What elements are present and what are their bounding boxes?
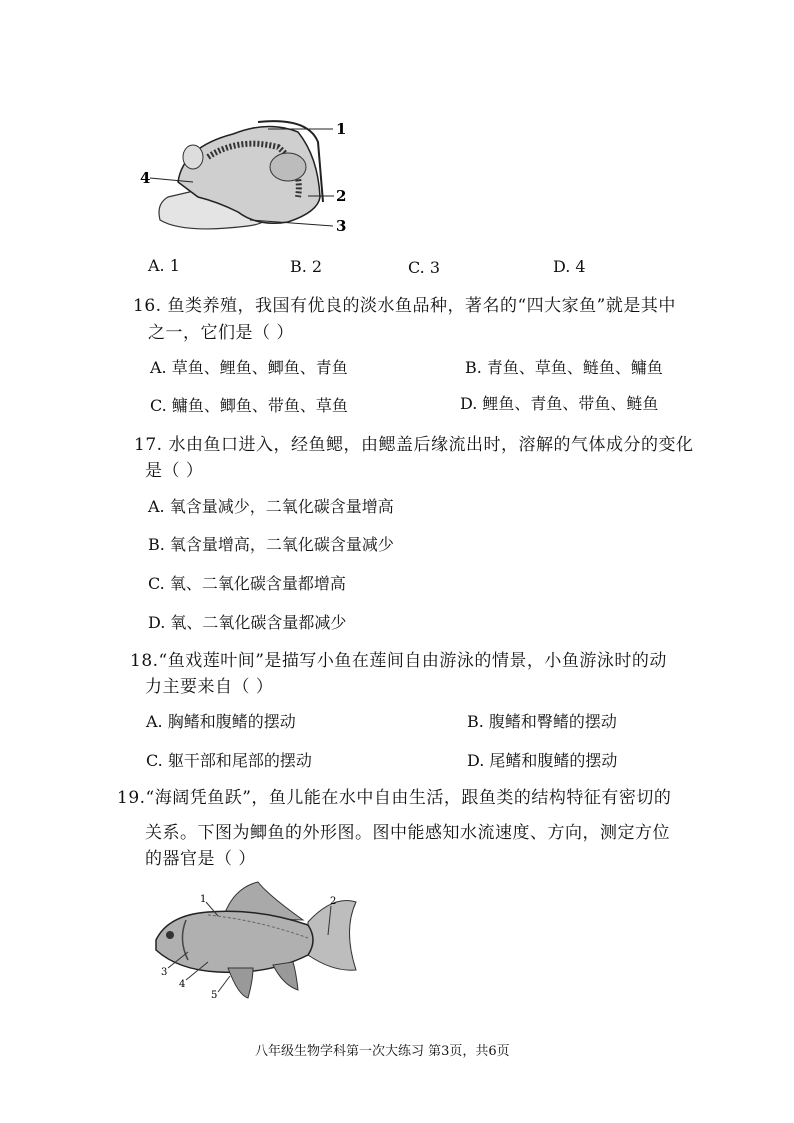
q18-stem-line2: 力主要来自（ ） [145, 677, 274, 697]
q17-stem-line1: 17. 水由鱼口进入，经鱼鳃，由鳃盖后缘流出时，溶解的气体成分的变化 [134, 435, 694, 455]
q17-option-b: B. 氧含量增高，二氧化碳含量减少 [148, 535, 394, 554]
q17-option-a: A. 氧含量减少，二氧化碳含量增高 [148, 497, 394, 516]
q16-option-c: C. 鳙鱼、鲫鱼、带鱼、草鱼 [150, 396, 348, 415]
carp-callout-4: 4 [179, 979, 186, 990]
q18-option-c: C. 躯干部和尾部的摆动 [146, 751, 312, 770]
q17-option-d: D. 氧、二氧化碳含量都减少 [148, 613, 347, 632]
callout-3: 3 [336, 217, 347, 235]
q19-stem-line2: 关系。下图为鲫鱼的外形图。图中能感知水流速度、方向，测定方位 [145, 823, 670, 843]
q17-stem-line2: 是（ ） [145, 461, 204, 481]
q16-stem-line2: 之一，它们是（ ） [148, 323, 294, 343]
carp-callout-1: 1 [200, 894, 207, 905]
callout-1: 1 [336, 120, 347, 138]
q17-option-c: C. 氧、二氧化碳含量都增高 [148, 574, 346, 593]
q16-option-d: D. 鲤鱼、青鱼、带鱼、鲢鱼 [460, 394, 659, 413]
q16-stem-line1: 16. 鱼类养殖，我国有优良的淡水鱼品种，著名的“四大家鱼”就是其中 [133, 296, 676, 316]
q15-option-a: A. 1 [148, 256, 180, 275]
q18-option-d: D. 尾鳍和腹鳍的摆动 [467, 751, 618, 770]
q15-option-d: D. 4 [553, 257, 586, 276]
q18-stem-line1: 18.“鱼戏莲叶间”是描写小鱼在莲间自由游泳的情景，小鱼游泳时的动 [130, 651, 667, 671]
q19-stem-line3: 的器官是（ ） [145, 849, 256, 869]
carp-callout-2: 2 [330, 896, 337, 907]
q18-option-b: B. 腹鳍和臀鳍的摆动 [467, 712, 617, 731]
q19-stem-line1: 19.“海阔凭鱼跃”，鱼儿能在水中自由生活，跟鱼类的结构特征有密切的 [117, 788, 672, 808]
q15-option-b: B. 2 [290, 257, 323, 276]
callout-2: 2 [336, 187, 347, 205]
callout-4: 4 [140, 169, 151, 187]
crucian-carp-figure [148, 880, 363, 1005]
q18-option-a: A. 胸鳍和腹鳍的摆动 [146, 712, 296, 731]
q15-option-c: C. 3 [408, 258, 441, 277]
q16-option-a: A. 草鱼、鲤鱼、鲫鱼、青鱼 [150, 358, 348, 377]
mollusk-section-figure [138, 112, 353, 242]
page-footer: 八年级生物学科第一次大练习 第3页，共6页 [255, 1044, 510, 1059]
carp-callout-3: 3 [161, 967, 168, 978]
carp-callout-5: 5 [211, 990, 218, 1001]
q16-option-b: B. 青鱼、草鱼、鲢鱼、鳙鱼 [465, 358, 663, 377]
